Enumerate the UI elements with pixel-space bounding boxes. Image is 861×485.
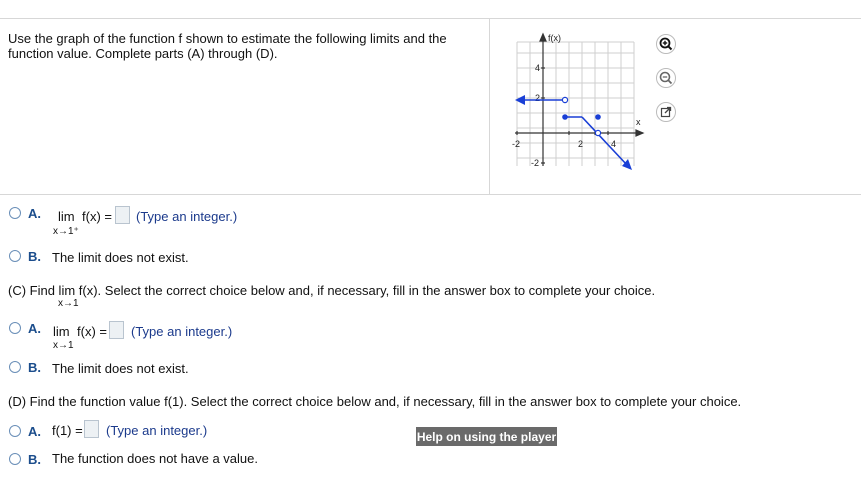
- partD-optionB-letter: B.: [28, 452, 41, 467]
- open-point-2: [595, 130, 600, 135]
- partC-optionB-text: The limit does not exist.: [52, 361, 189, 376]
- partB-optionA-lim: lim: [58, 209, 75, 224]
- partD-optionA-hint: (Type an integer.): [106, 423, 208, 438]
- partD-optionA-fx: f(1) =: [52, 423, 83, 438]
- y-axis-arrow: [540, 34, 546, 41]
- partC-optionB-letter: B.: [28, 360, 41, 375]
- top-divider: [0, 18, 861, 19]
- partC-optionA-radio[interactable]: [9, 322, 21, 334]
- help-player-button[interactable]: Help on using the player: [416, 427, 557, 446]
- y-tick-neg2: -2: [531, 158, 540, 168]
- partB-optionB-text: The limit does not exist.: [52, 250, 189, 265]
- function-graph: [497, 26, 647, 176]
- partD-optionA-radio[interactable]: [9, 425, 21, 437]
- x-tick-neg2: -2: [512, 139, 521, 149]
- partC-optionB-radio[interactable]: [9, 361, 21, 373]
- y-axis-label: f(x): [548, 33, 561, 43]
- partD-optionA-letter: A.: [28, 424, 41, 439]
- partC-answer-box[interactable]: [109, 321, 124, 339]
- open-point-1: [562, 97, 567, 102]
- problem-statement: Use the graph of the function f shown to estimate the following limits and the function value. Complete parts (A) through (D).: [8, 31, 447, 61]
- partC-optionA-letter: A.: [28, 321, 41, 336]
- zoom-out-button[interactable]: [655, 67, 677, 89]
- partB-optionA-sub: x→1⁺: [53, 226, 79, 237]
- zoom-out-icon: [656, 68, 676, 88]
- partB-optionB-letter: B.: [28, 249, 41, 264]
- popout-button[interactable]: [655, 101, 677, 123]
- partC-optionA-fx: f(x) =: [77, 324, 107, 339]
- closed-point-2: [595, 114, 601, 120]
- closed-point-1: [562, 114, 568, 120]
- zoom-in-button[interactable]: [655, 33, 677, 55]
- y-tick-4: 4: [535, 63, 541, 73]
- partB-answer-box[interactable]: [115, 206, 130, 224]
- x-axis-label: x: [636, 117, 641, 127]
- x-tick-2: 2: [578, 139, 584, 149]
- partC-optionA-hint: (Type an integer.): [131, 324, 233, 339]
- partD-question: (D) Find the function value f(1). Select the correct choice below and, if necessary, fill in the answer box to complete your choice.: [8, 394, 742, 409]
- partC-question-sub: x→1: [58, 298, 79, 309]
- partC-question: (C) Find lim f(x). Select the correct choice below and, if necessary, fill in the answer box to complete your choice.: [8, 283, 656, 298]
- section-divider: [0, 194, 861, 195]
- partB-optionA-hint: (Type an integer.): [136, 209, 238, 224]
- partB-optionA-radio[interactable]: [9, 207, 21, 219]
- graph-divider: [489, 18, 490, 194]
- partD-optionB-text: The function does not have a value.: [52, 451, 258, 466]
- partB-optionA-letter: A.: [28, 206, 41, 221]
- partC-optionA-lim: lim: [53, 324, 70, 339]
- partD-optionB-radio[interactable]: [9, 453, 21, 465]
- zoom-in-icon: [656, 34, 676, 54]
- popout-icon: [656, 102, 676, 122]
- partB-optionB-radio[interactable]: [9, 250, 21, 262]
- partD-answer-box[interactable]: [84, 420, 99, 438]
- x-axis-arrow: [636, 130, 643, 136]
- partB-optionA-fx: f(x) =: [82, 209, 112, 224]
- x-tick-4: 4: [611, 139, 617, 149]
- partC-optionA-sub: x→1: [53, 340, 74, 351]
- y-tick-2: 2: [535, 93, 541, 103]
